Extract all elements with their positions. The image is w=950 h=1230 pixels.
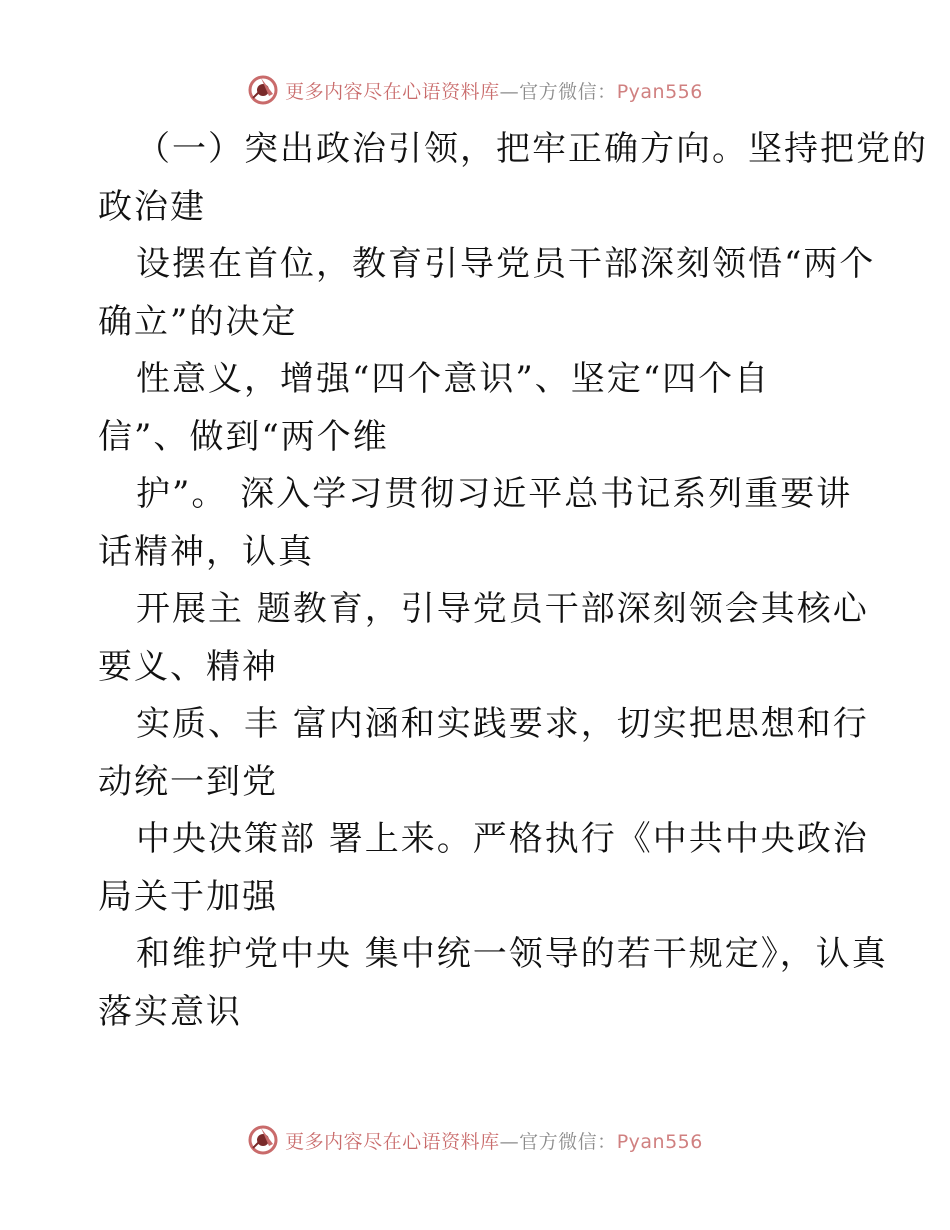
footer-banner	[0, 1120, 950, 1160]
text-line: 设摆在首位，教育引导党员干部深刻领悟“两个	[136, 244, 876, 284]
banner-text	[285, 77, 703, 104]
text-line: 实质、丰 富内涵和实践要求，切实把思想和行	[136, 704, 869, 744]
banner-brand: 更多内容尽在心语资料库	[285, 1130, 500, 1153]
text-line: （一）突出政治引领，把牢正确方向。坚持把党的	[136, 129, 928, 169]
text-line: 要义、精神	[98, 646, 278, 687]
text-line: 落实意识	[98, 991, 242, 1032]
header-banner	[0, 70, 950, 110]
document-body	[98, 121, 928, 1041]
text-line: 信”、做到“两个维	[98, 416, 389, 457]
text-line: 开展主 题教育，引导党员干部深刻领会其核心	[136, 589, 869, 629]
banner-brand: 更多内容尽在心语资料库	[285, 80, 500, 103]
banner-text	[285, 1127, 703, 1154]
text-line: 话精神，认真	[98, 531, 314, 572]
text-line: 确立”的决定	[98, 301, 298, 342]
banner-wechat-label: 官方微信：	[519, 80, 617, 103]
text-line: 护”。 深入学习贯彻习近平总书记系列重要讲	[136, 474, 853, 514]
text-line: 中央决策部 署上来。严格执行《中共中央政治	[136, 819, 869, 859]
text-line: 动统一到党	[98, 761, 278, 802]
text-line: 局关于加强	[98, 876, 278, 917]
banner-separator: —	[499, 1130, 520, 1153]
banner-separator: —	[499, 80, 520, 103]
text-line: 性意义，增强“四个意识”、坚定“四个自	[136, 359, 771, 399]
pen-logo-icon	[247, 74, 279, 106]
text-line: 和维护党中央 集中统一领导的若干规定》，认真	[136, 934, 888, 974]
pen-logo-icon	[247, 1124, 279, 1156]
banner-wechat-id: Pyan556	[616, 1130, 703, 1153]
text-line: 政治建	[98, 186, 206, 227]
banner-wechat-label: 官方微信：	[519, 1130, 617, 1153]
banner-wechat-id: Pyan556	[616, 80, 703, 103]
